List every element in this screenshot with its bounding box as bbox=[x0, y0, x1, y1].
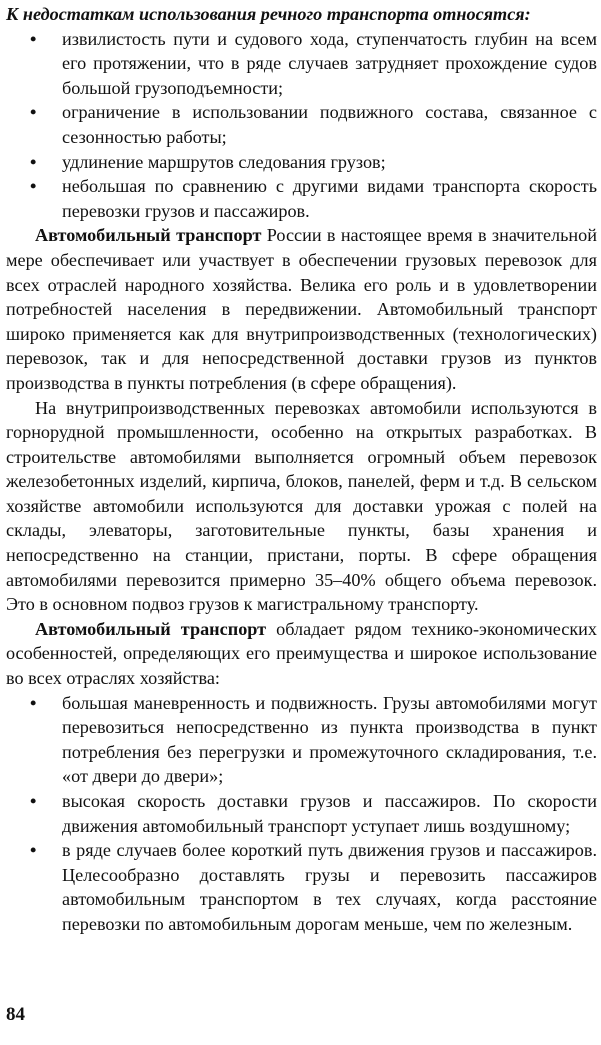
paragraph-text: обладает рядом технико-экономических особенностей, определяющих его преимущества и широкое использование во всех отраслях хозяйства: bbox=[6, 618, 597, 689]
bold-term: Автомобильный транспорт bbox=[35, 618, 267, 639]
auto-features-list bbox=[6, 691, 597, 937]
list-item: • большая маневренность и подвижность. Грузы автомобилями могут перевозиться непосредственно из пункта производства в пункт потребления без перегрузки и промежуточного складирования, т.е. «от двери до двери»; bbox=[6, 691, 597, 789]
list-item: • ограничение в использовании подвижного состава, связанное с сезонностью работы; bbox=[6, 100, 597, 149]
list-item: • извилистость пути и судового хода, ступенчатость глубин на всем его протяжении, что в ряде случаев затрудняет прохождение судов большой грузоподъемности; bbox=[6, 27, 597, 101]
page-body bbox=[6, 2, 597, 937]
list-item: • удлинение маршрутов следования грузов; bbox=[6, 150, 597, 175]
paragraph-auto-transport-intro bbox=[6, 223, 597, 395]
list-item: • небольшая по сравнению с другими видами транспорта скорость перевозки грузов и пассажиров. bbox=[6, 174, 597, 223]
paragraph-text: России в настоящее время в значительной мере обеспечивает или участвует в обеспечении грузовых перевозок для всех отраслей народного хозяйства. Велика его роль и в удовлетворении потребностей населения в передвижении. Автомобильный транспорт широко применяется как для внутрипроизводственных (технологических) перевозок, так и для непосредственной доставки грузов из пунктов производства в пункты потребления (в сфере обращения). bbox=[6, 225, 597, 393]
paragraph-intraproduction: На внутрипроизводственных перевозках автомобили используются в горнорудной промышленности, особенно на открытых разработках. В строительстве автомобилями выполняется огромный объем перевозок железобетонных изделий, кирпича, блоков, панелей, ферм и т.д. В сельском хозяйстве автомобили используются для доставки урожая с полей на склады, элеваторы, заготовительные пункты, базы хранения и непосредственно на станции, пристани, порты. В сфере обращения автомобилями перевозится примерно 35–40% общего объема перевозок. Это в основном подвоз грузов к магистральному транспорту. bbox=[6, 397, 597, 615]
list-item: • высокая скорость доставки грузов и пассажиров. По скорости движения автомобильный транспорт уступает лишь воздушному; bbox=[6, 789, 597, 838]
list-item: • в ряде случаев более короткий путь движения грузов и пассажиров. Целесообразно доставлять грузы и перевозить пассажиров автомобильным транспортом в тех случаях, когда расстояние перевозки по автомобильным дорогам меньше, чем по железным. bbox=[6, 838, 597, 936]
page-number: 84 bbox=[6, 1004, 25, 1025]
bold-term: Автомобильный транспорт bbox=[35, 225, 262, 246]
river-drawbacks-list bbox=[6, 27, 597, 224]
paragraph-auto-features-intro bbox=[6, 617, 597, 691]
section-heading: К недостаткам использования речного транспорта относятся: bbox=[6, 4, 531, 24]
